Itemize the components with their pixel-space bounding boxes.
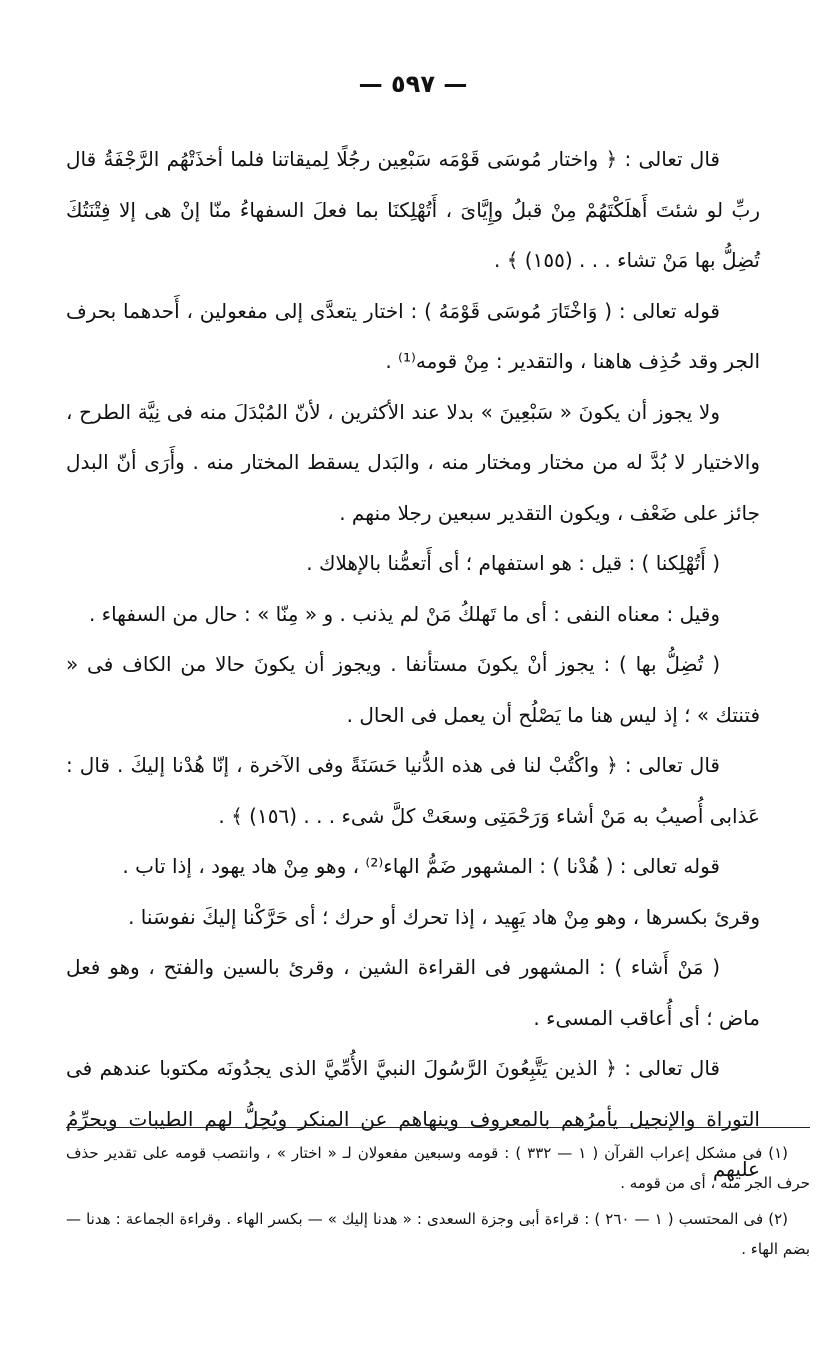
footnote-1: (١) فى مشكل إعراب القرآن ( ١ — ٣٣٢ ) : قومه وسبعين مفعولان لـ « اختار » ، وانتصب قومه على تقدير حذف حرف الجر منه ، أى من قومه . (66, 1144, 810, 1192)
commentary-paragraph: ( مَنْ أَشاء ) : المشهور فى القراءة الشين ، وقرئ بالسين والفتح ، وهو فعل ماض ؛ أى أُعاقب المسىء . (66, 955, 760, 1030)
commentary-paragraph: وقرئ بكسرها ، وهو مِنْ هاد يَهِيد ، إذا تحرك أو حرك ؛ أى حَرَّكْنا إليكَ نفوسَنا . (128, 904, 760, 929)
footnotes-section (66, 1138, 810, 1270)
page-number: — ٥٩٧ — (358, 70, 468, 98)
quran-verse-157: قال تعالى : ﴿ الذين يَتَّبِعُونَ الرَّسُولَ النبيَّ الأُمِّيَّ الذى يجدُونَه مكتوبا عندهم فى التوراة والإنجيل يأمرُهم بالمعروف وينهاهم عن المنكر ويُحِلُّ لهم الطيبات ويحرِّمُ عليهم (66, 1056, 760, 1181)
commentary-paragraph: ( أَتُهْلِكنا ) : قيل : هو استفهام ؛ أى أَتعمُّنا بالإهلاك . (306, 551, 720, 575)
footnote-2: (٢) فى المحتسب ( ١ — ٢٦٠ ) : قراءة أبى وجزة السعدى : « هدنا إليك » — بكسر الهاء . وقراءة الجماعة : هدنا — بضم الهاء . (66, 1210, 810, 1258)
commentary-paragraph: ولا يجوز أن يكونَ « سَبْعِينَ » بدلا عند الأكثرين ، لأنّ المُبْدَلَ منه فى نِيَّة الطرح ، والاختيار لا بُدَّ له من مختار ومختار منه ، والبَدل يسقط المختار منه . وأَرَى أنّ البدل جائز على ضَعْف ، ويكون التقدير سبعين رجلا منهم . (66, 399, 760, 525)
footnote-divider (66, 1127, 810, 1128)
commentary-paragraph: قوله تعالى : ( هُدْنا ) : المشهور ضَمُّ الهاء⁽²⁾ ، وهو مِنْ هاد يهود ، إذا تاب . (122, 854, 720, 878)
quran-verse-155: قال تعالى : ﴿ واختار مُوسَى قَوْمَه سَبْعِين رجُلًا لِميقاتنا فلما أخذَتْهُم الرَّجْفَةُ قال ربِّ لو شئتَ أَهلَكْتَهُمْ مِنْ قبلُ وإِيَّاىَ ، أَتُهْلِكنَا بما فعلَ السفهاءُ منّا إنْ هى إلا فِتْنَتُكَ تُضِلُّ بها مَنْ تشاء . . . (١٥٥) ﴾ . (66, 147, 760, 272)
quran-verse-156: قال تعالى : ﴿ واكْتُبْ لنا فى هذه الدُّنيا حَسَنَةً وفى الآخرة ، إنّا هُدْنا إليكَ . قال : عَذابى أُصيبُ به مَنْ أشاء وَرَحْمَتِى وسعَتْ كلَّ شىء . . . (١٥٦) ﴾ . (66, 753, 760, 828)
commentary-paragraph: وقيل : معناه النفى : أى ما تَهلكُ مَنْ لم يذنب . و « مِنّا » : حال من السفهاء . (88, 601, 720, 626)
commentary-paragraph: ( تُضِلُّ بها ) : يجوز أنْ يكونَ مستأنفا . ويجوز أن يكونَ حالا من الكاف فى « فتنتك » ؛ إذ ليس هنا ما يَصْلُح أن يعمل فى الحال . (66, 652, 760, 727)
commentary-paragraph: قوله تعالى : ( وَاخْتَارَ مُوسَى قَوْمَهُ ) : اختار يتعدَّى إلى مفعولين ، أَحدهما بحرف الجر وقد حُذِف هاهنا ، والتقدير : مِنْ قومه⁽¹⁾ . (66, 298, 760, 373)
main-text (66, 134, 760, 1195)
